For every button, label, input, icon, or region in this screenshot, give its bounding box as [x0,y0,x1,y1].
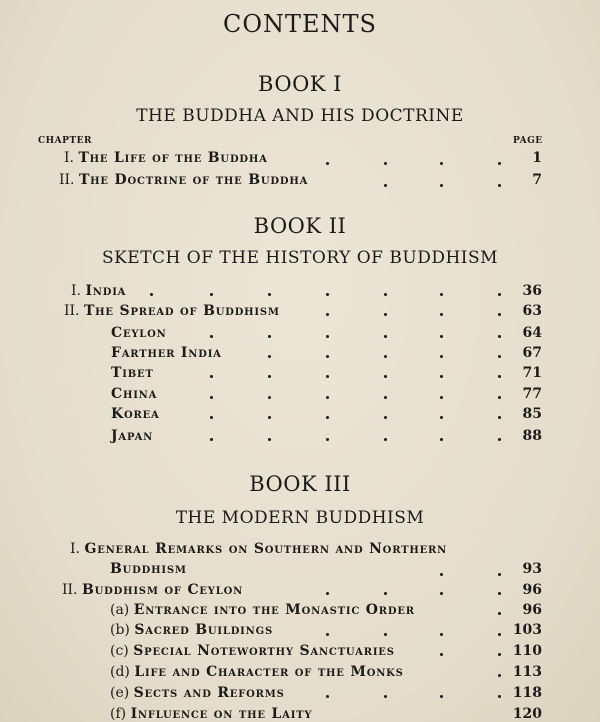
leader-dot [440,438,443,441]
toc-entry [110,602,415,618]
leader-dot [440,293,443,296]
leader-dot [268,355,271,358]
page-number: 93 [522,561,542,577]
chapter-title: The Life of the Buddha [78,150,268,166]
chapter-number: II. [62,582,78,598]
leader-dot [498,416,501,419]
leader-dot [326,335,329,338]
toc-entry [64,303,280,319]
leader-dot [326,375,329,378]
sub-entry: Korea [111,406,160,422]
toc-entry [110,643,395,659]
page-number: 110 [512,643,542,659]
toc-entry [110,685,285,701]
toc-entry [64,150,268,166]
chapter-title: General Remarks on Southern and Northern [84,541,448,557]
leader-dot [384,293,387,296]
page-number: 118 [512,685,542,701]
toc-entry [71,283,126,299]
leader-dot [326,293,329,296]
leader-dot [498,674,501,677]
leader-dot [498,355,501,358]
leader-dot [498,184,501,187]
page-number: 77 [522,386,542,402]
leader-dot [326,695,329,698]
leader-dot [268,416,271,419]
leader-dot [498,438,501,441]
leader-dot [326,633,329,636]
chapter-title: The Doctrine of the Buddha [78,172,309,188]
page-number: 1 [532,150,542,166]
book-1-subtitle: THE BUDDHA AND HIS DOCTRINE [136,106,464,126]
page-number: 88 [522,428,542,444]
section-letter: (e) [110,685,130,701]
book-3-heading: BOOK III [249,472,351,496]
leader-dot [326,313,329,316]
leader-dot [326,162,329,165]
contents-title: CONTENTS [222,10,377,38]
leader-dot [326,438,329,441]
toc-entry [110,622,273,638]
leader-dot [498,695,501,698]
section-title: Influence on the Laity [130,706,313,722]
page-number: 7 [532,172,542,188]
sub-entry: Tibet [111,365,154,381]
leader-dot [440,653,443,656]
leader-dot [210,396,213,399]
chapter-title-continued: Buddhism [110,561,187,577]
leader-dot [440,592,443,595]
leader-dot [498,633,501,636]
chapter-title: Buddhism of Ceylon [81,582,244,598]
sub-entry: Ceylon [111,325,167,341]
page-number: 85 [522,406,542,422]
leader-dot [498,313,501,316]
toc-entry [110,664,404,680]
chapter-title: India [85,283,127,299]
leader-dot [384,633,387,636]
leader-dot [384,184,387,187]
leader-dot [440,162,443,165]
section-letter: (a) [110,602,130,618]
section-letter: (f) [110,706,127,722]
chapter-number: I. [71,283,81,299]
leader-dot [384,375,387,378]
section-title: Sects and Reforms [133,685,285,701]
chapter-label: CHAPTER [38,136,92,146]
page-number: 63 [522,303,542,319]
page-label: PAGE [513,136,543,146]
toc-entry [110,706,312,722]
leader-dot [268,293,271,296]
chapter-number: I. [64,150,74,166]
leader-dot [326,396,329,399]
leader-dot [268,335,271,338]
leader-dot [384,162,387,165]
leader-dot [384,313,387,316]
page-number: 67 [522,345,542,361]
sub-entry: China [111,386,158,402]
toc-entry [62,582,243,598]
leader-dot [440,573,443,576]
page-number: 71 [522,365,542,381]
leader-dot [326,355,329,358]
section-title: Special Noteworthy Sanctuaries [133,643,395,659]
leader-dot [268,375,271,378]
leader-dot [210,438,213,441]
page-number: 103 [512,622,542,638]
leader-dot [440,633,443,636]
page-number: 113 [512,664,542,680]
leader-dot [268,438,271,441]
chapter-number: I. [70,541,80,557]
leader-dot [498,293,501,296]
sub-entry: Japan [111,428,154,444]
leader-dot [210,293,213,296]
leader-dot [440,335,443,338]
leader-dot [384,396,387,399]
leader-dot [210,335,213,338]
leader-dot [384,695,387,698]
leader-dot [440,313,443,316]
leader-dot [326,416,329,419]
leader-dot [384,592,387,595]
leader-dot [498,162,501,165]
leader-dot [498,375,501,378]
book-2-subtitle: SKETCH OF THE HISTORY OF BUDDHISM [101,248,499,268]
section-letter: (c) [110,643,129,659]
leader-dot [498,335,501,338]
leader-dot [150,293,153,296]
page-number: 64 [522,325,542,341]
section-letter: (b) [110,622,130,638]
toc-entry [59,172,308,188]
book-2-heading: BOOK II [253,214,347,238]
sub-entry: Farther India [111,345,222,361]
section-title: Life and Character of the Monks [134,664,404,680]
book-3-subtitle: THE MODERN BUDDHISM [175,508,425,528]
page-number: 120 [512,706,542,722]
leader-dot [440,375,443,378]
leader-dot [498,573,501,576]
leader-dot [384,355,387,358]
page-number: 96 [522,582,542,598]
book-1-heading: BOOK I [258,72,342,96]
leader-dot [384,438,387,441]
leader-dot [268,396,271,399]
leader-dot [498,612,501,615]
section-title: Sacred Buildings [134,622,273,638]
leader-dot [326,592,329,595]
page-number: 36 [522,283,542,299]
leader-dot [498,396,501,399]
section-title: Entrance into the Monastic Order [133,602,415,618]
leader-dot [384,416,387,419]
chapter-number: II. [64,303,80,319]
chapter-title: The Spread of Buddhism [83,303,280,319]
leader-dot [440,695,443,698]
leader-dot [498,653,501,656]
leader-dot [440,184,443,187]
section-letter: (d) [110,664,130,680]
leader-dot [384,335,387,338]
chapter-number: II. [59,172,75,188]
page-number: 96 [522,602,542,618]
leader-dot [440,396,443,399]
leader-dot [210,416,213,419]
leader-dot [210,375,213,378]
leader-dot [440,416,443,419]
leader-dot [498,592,501,595]
toc-entry [70,541,447,557]
leader-dot [440,355,443,358]
